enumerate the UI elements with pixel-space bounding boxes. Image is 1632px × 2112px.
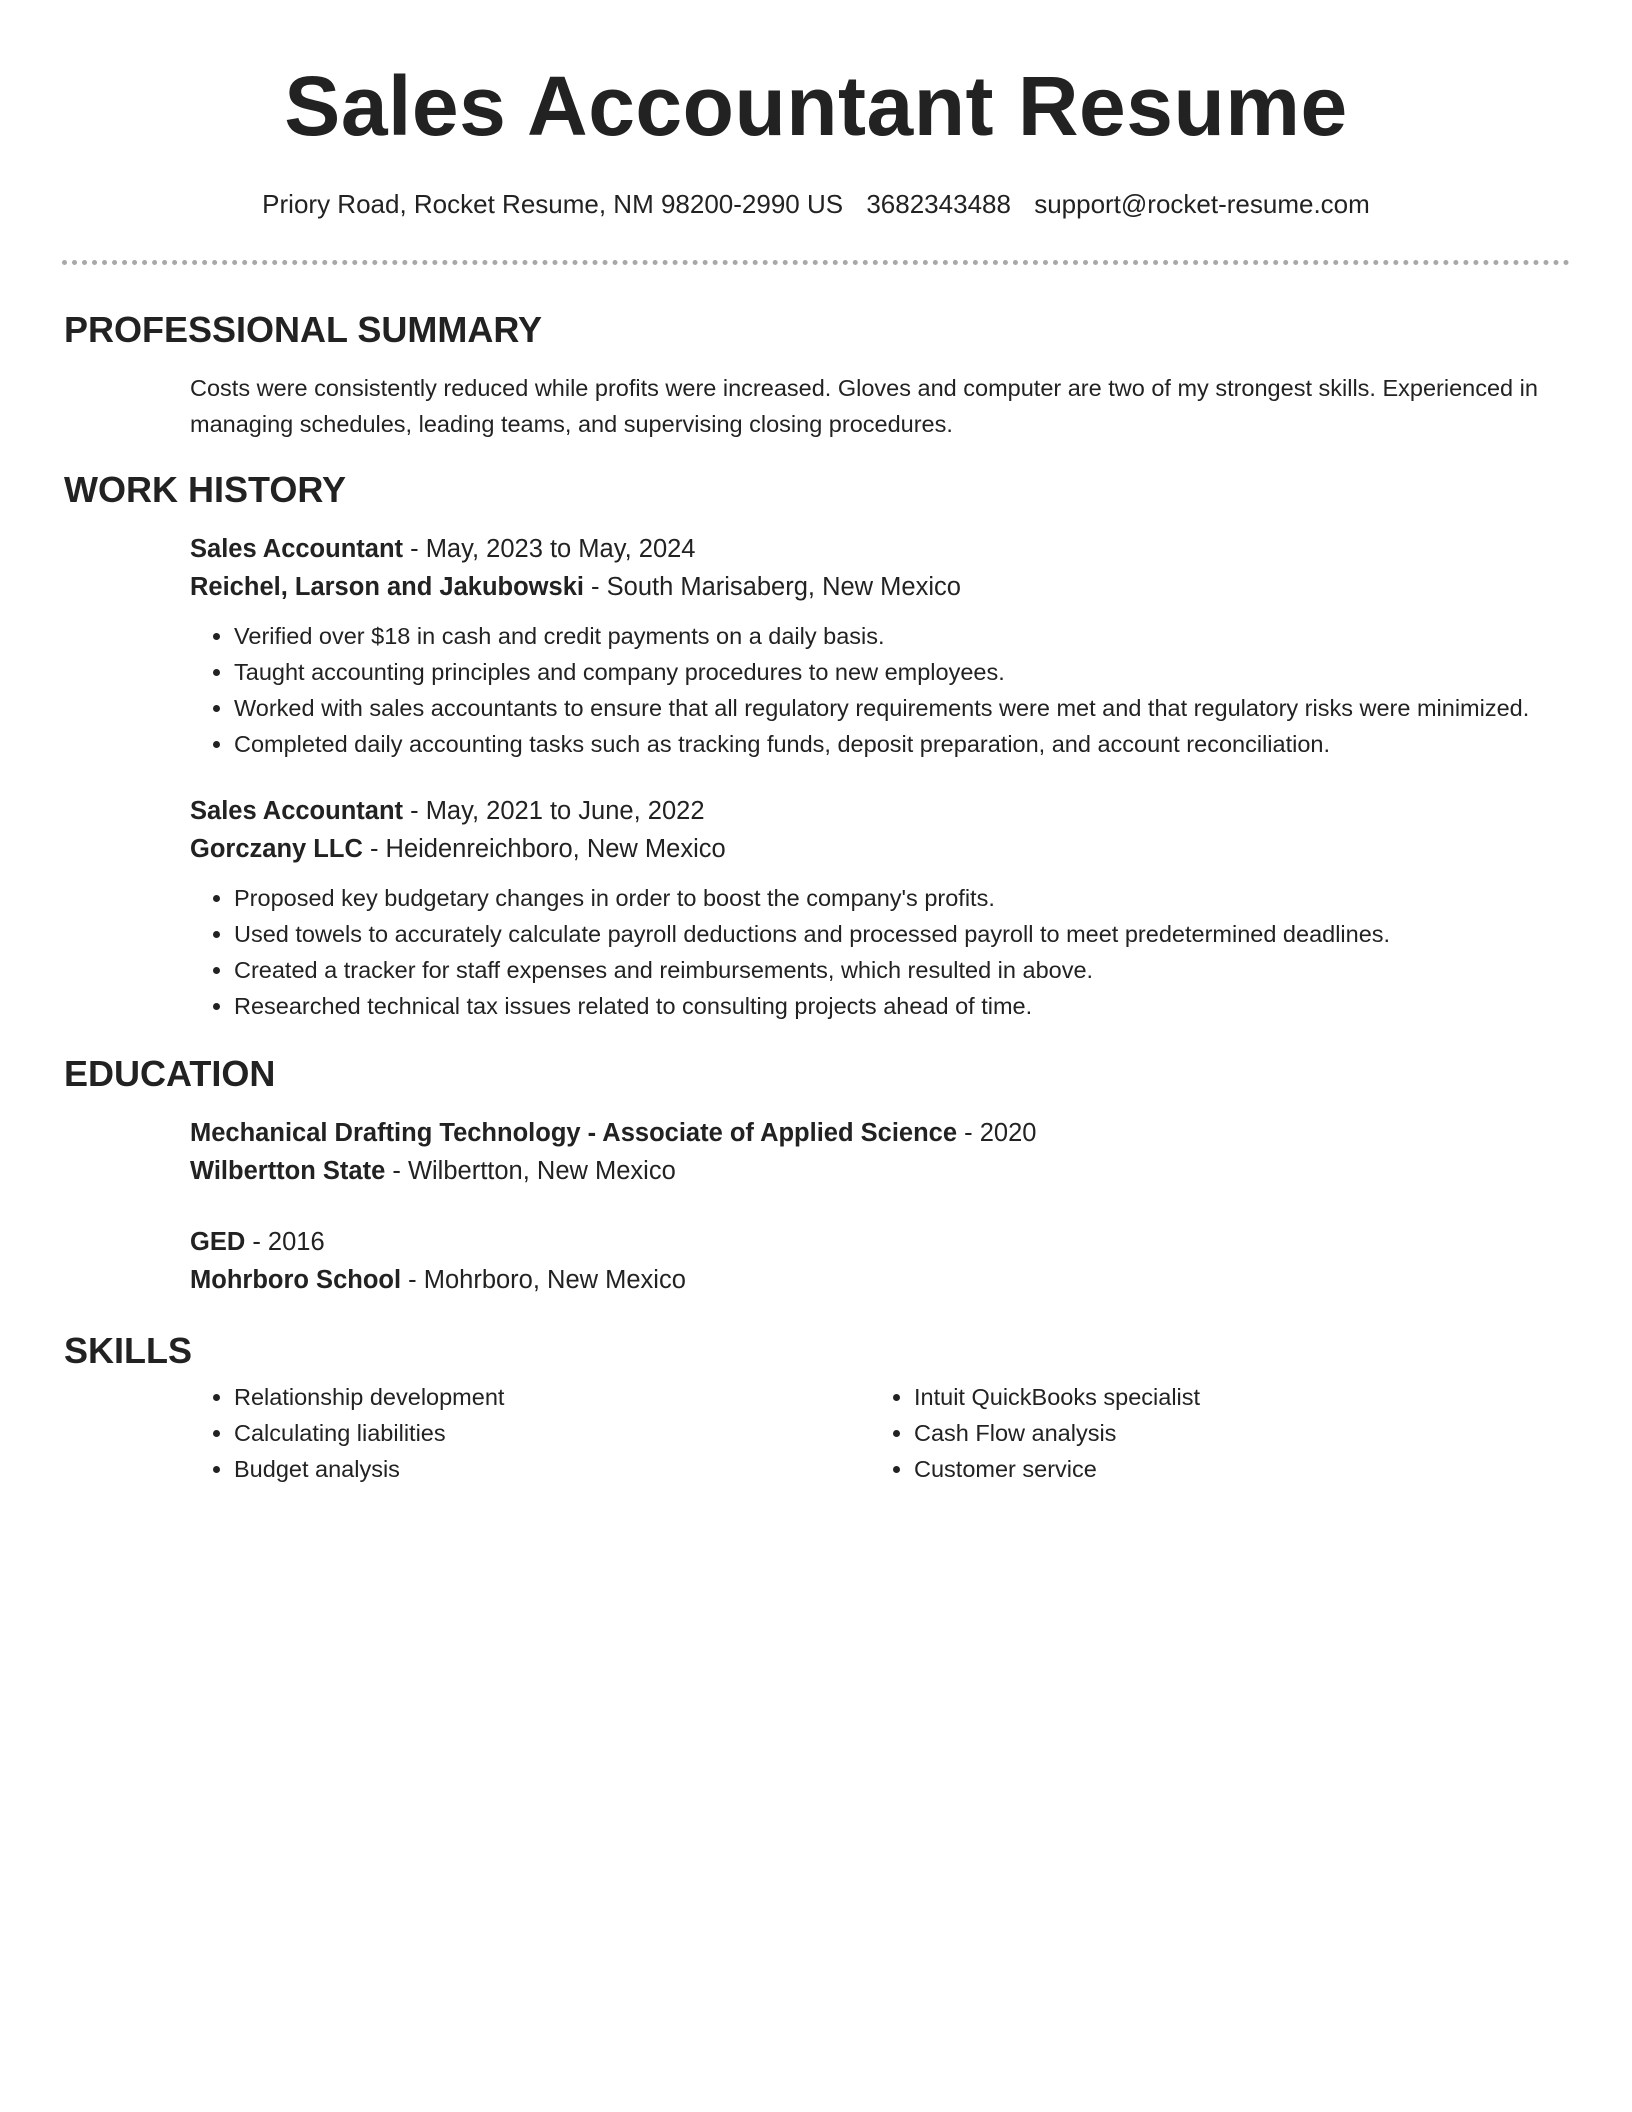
skills-heading: SKILLS [64, 1330, 193, 1371]
skills-column-left [190, 1379, 870, 1487]
job-company-line [190, 568, 1570, 606]
job-bullets [190, 880, 1570, 1024]
contact-email: support@rocket-resume.com [1034, 189, 1370, 219]
school-name: Mohrboro School [190, 1266, 402, 1294]
education-entry [190, 1114, 1570, 1190]
contact-line [0, 188, 1632, 220]
job-bullet: • Used towels to accurately calculate payroll deductions and processed payroll to meet predetermined deadlines. [234, 916, 1570, 952]
summary-text: Costs were consistently reduced while profits were increased. Gloves and computer are two of my strongest skills. Experienced in managing schedules, leading teams, and supervising closing procedures. [190, 375, 1538, 437]
education-heading: EDUCATION [64, 1053, 276, 1094]
school-name: Wilbertton State [190, 1157, 386, 1185]
job-entry [190, 530, 1570, 762]
skill-item: • Calculating liabilities [234, 1415, 870, 1451]
education-section [64, 1052, 1570, 1299]
skill-item: • Customer service [914, 1451, 1550, 1487]
work-history-section [64, 468, 1570, 1024]
job-entry [190, 792, 1570, 1024]
resume-title: Sales Accountant Resume [284, 59, 1348, 153]
contact-phone: 3682343488 [866, 189, 1011, 219]
job-bullet: • Proposed key budgetary changes in order to boost the company's profits. [234, 880, 1570, 916]
degree-year: - 2016 [245, 1228, 325, 1256]
skill-item: • Budget analysis [234, 1451, 870, 1487]
job-bullet: • Created a tracker for staff expenses and reimbursements, which resulted in above. [234, 952, 1570, 988]
contact-address: Priory Road, Rocket Resume, NM 98200-2990 US [262, 189, 844, 219]
degree-line [190, 1114, 1570, 1152]
job-title: Sales Accountant [190, 535, 404, 563]
job-bullet: • Researched technical tax issues related to consulting projects ahead of time. [234, 988, 1570, 1024]
skills-list [870, 1379, 1550, 1487]
skills-grid [190, 1379, 1570, 1487]
degree-name: Mechanical Drafting Technology - Associate of Applied Science [190, 1119, 958, 1147]
job-location: - South Marisaberg, New Mexico [583, 573, 961, 601]
job-title: Sales Accountant [190, 797, 404, 825]
school-line [190, 1261, 1570, 1299]
skill-item: • Relationship development [234, 1379, 870, 1415]
job-location: - Heidenreichboro, New Mexico [362, 835, 726, 863]
job-title-line [190, 792, 1570, 830]
job-company: Reichel, Larson and Jakubowski [190, 573, 584, 601]
school-location: - Mohrboro, New Mexico [401, 1266, 686, 1294]
education-entry [190, 1223, 1570, 1299]
school-location: - Wilbertton, New Mexico [385, 1157, 676, 1185]
skill-item: • Intuit QuickBooks specialist [914, 1379, 1550, 1415]
job-bullet: • Worked with sales accountants to ensure that all regulatory requirements were met and that regulatory risks were minimized. [234, 690, 1570, 726]
work-history-heading: WORK HISTORY [64, 469, 347, 510]
job-dates: - May, 2023 to May, 2024 [403, 535, 696, 563]
summary-section [64, 308, 1570, 442]
job-company: Gorczany LLC [190, 835, 363, 863]
school-line [190, 1152, 1570, 1190]
job-bullets [190, 618, 1570, 762]
degree-line [190, 1223, 1570, 1261]
job-title-line [190, 530, 1570, 568]
skill-item: • Cash Flow analysis [914, 1415, 1550, 1451]
job-bullet: • Verified over $18 in cash and credit payments on a daily basis. [234, 618, 1570, 654]
degree-name: GED [190, 1228, 246, 1256]
degree-year: - 2020 [957, 1119, 1037, 1147]
job-company-line [190, 830, 1570, 868]
summary-heading: PROFESSIONAL SUMMARY [64, 309, 543, 350]
header-divider [62, 260, 1570, 265]
skills-column-right [870, 1379, 1550, 1487]
job-bullet: • Taught accounting principles and company procedures to new employees. [234, 654, 1570, 690]
skills-section [64, 1329, 1570, 1487]
job-bullet: • Completed daily accounting tasks such as tracking funds, deposit preparation, and account reconciliation. [234, 726, 1570, 762]
job-dates: - May, 2021 to June, 2022 [403, 797, 705, 825]
skills-list [190, 1379, 870, 1487]
